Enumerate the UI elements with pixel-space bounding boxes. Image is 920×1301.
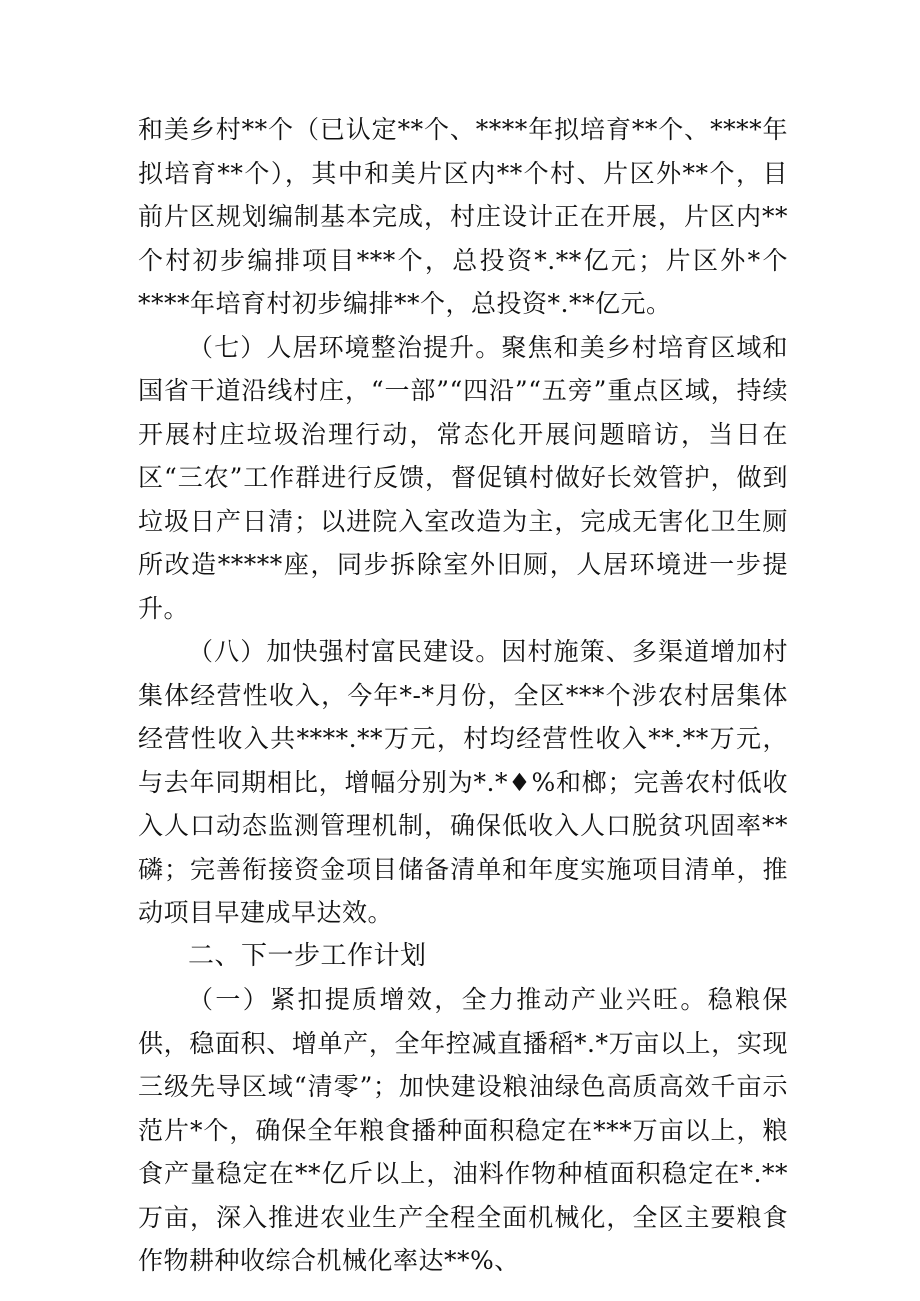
- paragraph-plan-1: （一）紧扣提质增效，全力推动产业兴旺。稳粮保供，稳面积、增单产，全年控减直播稻*.*万亩以上，实现三级先导区域“清零”；加快建设粮油绿色高质高效千亩示范片*个，确保全年粮食播种面积稳定在***万亩以上，粮食产量稳定在**亿斤以上，油料作物种植面积稳定在*.**万亩，深入推进农业生产全程全面机械化，全区主要粮食作物耕种收综合机械化率达**%、: [138, 985, 788, 1275]
- paragraph-section-7: （七）人居环境整治提升。聚焦和美乡村培育区域和国省干道沿线村庄，“一部”“四沿”“五旁”重点区域，持续开展村庄垃圾治理行动，常态化开展问题暗访，当日在区“三农”工作群进行反馈，督促镇村做好长效管护，做到垃圾日产日清；以进院入室改造为主，完成无害化卫生厕所改造*****座，同步拆除室外旧厕，人居环境进一步提升。: [138, 332, 788, 623]
- paragraph-section-8: （八）加快强村富民建设。因村施策、多渠道增加村集体经营性收入，今年*-*月份，全区***个涉农村居集体经营性收入共****.**万元，村均经营性收入**.**万元，与去年同期相比，增幅分别为*.*♦%和榔；完善农村低收入人口动态监测管理机制，确保低收入人口脱贫巩固率**磷；完善衔接资金项目储备清单和年度实施项目清单，推动项目早建成早达效。: [138, 637, 788, 927]
- paragraph-continuation: 和美乡村**个（已认定**个、****年拟培育**个、****年拟培育**个），其中和美片区内**个村、片区外**个，目前片区规划编制基本完成，村庄设计正在开展，片区内**个村初步编排项目***个，总投资*.**亿元；片区外*个****年培育村初步编排**个，总投资*.**亿元。: [138, 115, 788, 318]
- section-heading-next-steps: 二、下一步工作计划: [188, 940, 427, 971]
- document-body: [138, 108, 788, 1283]
